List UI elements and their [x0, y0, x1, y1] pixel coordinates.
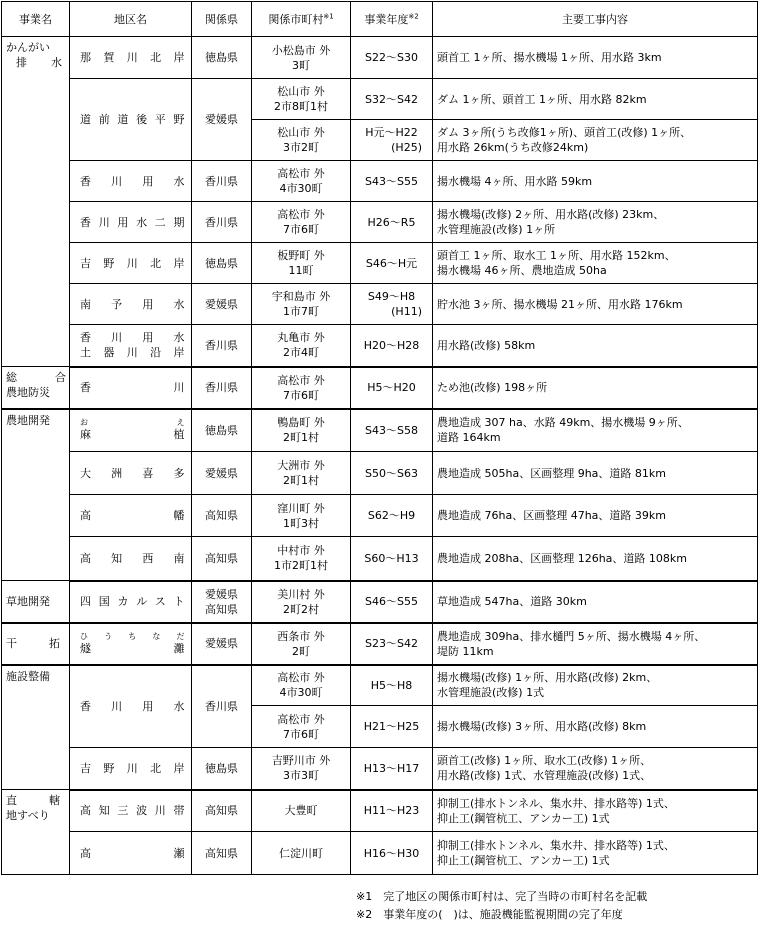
- area-name: [70, 495, 192, 537]
- area-name: [70, 325, 192, 367]
- municipality-line1: 窪川町 外: [277, 501, 325, 515]
- work-content: 草地造成 547ha、道路 30km: [433, 581, 758, 623]
- area-name: [70, 79, 192, 161]
- category-reclamation: [2, 623, 70, 665]
- municipality: 大豊町: [252, 790, 351, 832]
- work-content: 用水路(改修) 58km: [433, 325, 758, 367]
- area-text: 香川: [80, 381, 185, 394]
- area-text: 高知西南: [80, 551, 185, 565]
- area-text-line1: 香川用水: [80, 331, 185, 345]
- area-text: 吉野川北岸: [80, 256, 185, 270]
- area-name: [70, 243, 192, 284]
- footnote-1: ※1 完了地区の関係市町村は、完了当時の市町村名を記載: [356, 890, 648, 903]
- table-row: [2, 367, 758, 409]
- area-text: 香川用水二期: [80, 215, 185, 229]
- area-ruby: ひうちなだ: [80, 631, 185, 641]
- area-name: [70, 409, 192, 452]
- municipality-line1: 高松市 外: [277, 671, 325, 685]
- table-row: [2, 832, 758, 875]
- category-comprehensive-line1b: 合: [55, 371, 66, 384]
- work-content: ため池(改修) 198ヶ所: [433, 367, 758, 409]
- category-comprehensive-line2: 農地防災: [6, 386, 50, 399]
- category-comprehensive: [2, 367, 70, 409]
- work-content: [433, 202, 758, 243]
- work-content: [433, 120, 758, 161]
- municipality: [252, 623, 351, 665]
- header-municipality-note: ※1: [323, 11, 334, 20]
- project-year: [351, 284, 433, 325]
- project-year: H5～H8: [351, 665, 433, 706]
- area-name: [70, 790, 192, 832]
- prefecture: 香川県: [192, 665, 252, 748]
- monitoring-year: (H11): [391, 305, 422, 318]
- area-name: [70, 748, 192, 790]
- prefecture: 徳島県: [192, 243, 252, 284]
- municipality-line1: 高松市 外: [277, 167, 325, 180]
- prefecture: [192, 581, 252, 623]
- table-row: [2, 37, 758, 79]
- municipality-line1: 小松島市 外: [271, 43, 331, 57]
- category-facility: 施設整備: [2, 665, 70, 790]
- municipality-line2: 1町3村: [283, 516, 319, 530]
- municipality-line2: 7市6町: [283, 727, 319, 741]
- work-content: [433, 790, 758, 832]
- work-line2: 用水路(改修) 1式、水管理施設(改修) 1式、: [437, 769, 652, 783]
- work-line1: 抑制工(排水トンネル、集水井、排水路等) 1式、: [437, 839, 675, 852]
- project-year: H13～H17: [351, 748, 433, 790]
- municipality-line2: 3市3町: [283, 769, 319, 783]
- work-line2: 抑止工(鋼管杭工、アンカー工) 1式: [437, 854, 610, 867]
- table-row: [2, 623, 758, 665]
- municipality-line2: 11町: [288, 264, 314, 277]
- work-content: 揚水機場(改修) 3ヶ所、用水路(改修) 8km: [433, 706, 758, 748]
- municipality-line2: 3町: [292, 58, 310, 72]
- municipality: [252, 537, 351, 581]
- work-line1: 揚水機場(改修) 1ヶ所、用水路(改修) 2km、: [437, 671, 658, 685]
- project-year: S43～S58: [351, 409, 433, 452]
- work-content: [433, 832, 758, 875]
- municipality-line2: 2市4町: [283, 346, 319, 360]
- municipality-line2: 2町1村: [283, 431, 319, 445]
- area-text: 香川用水: [80, 699, 185, 713]
- municipality-line1: 丸亀市 外: [277, 331, 325, 345]
- area-text: 高幡: [80, 509, 185, 522]
- work-content: ダム 1ヶ所、頭首工 1ヶ所、用水路 82km: [433, 79, 758, 120]
- project-year: H21～H25: [351, 706, 433, 748]
- municipality-line2: 1市2町1村: [274, 559, 328, 573]
- project-year: S60～H13: [351, 537, 433, 581]
- work-line2: 揚水機場 46ヶ所、農地造成 50ha: [437, 264, 607, 277]
- header-prefecture: 関係県: [192, 2, 252, 37]
- work-content: [433, 409, 758, 452]
- work-content: [433, 243, 758, 284]
- table-row: [2, 409, 758, 452]
- municipality: [252, 37, 351, 79]
- table-row: [2, 537, 758, 581]
- prefecture-line1: 愛媛県: [205, 587, 238, 601]
- municipality-line2: 2町1村: [283, 474, 319, 487]
- area-name: [70, 284, 192, 325]
- prefecture: 香川県: [192, 325, 252, 367]
- work-line2: 水管理施設(改修) 1式: [437, 686, 545, 700]
- prefecture: 愛媛県: [192, 284, 252, 325]
- municipality: [252, 325, 351, 367]
- area-name: [70, 37, 192, 79]
- category-landslide-b: 轄: [49, 794, 60, 807]
- footnote-2: ※2 事業年度の( )は、施設機能監視期間の完了年度: [356, 908, 623, 921]
- municipality-line2: 2市8町1村: [274, 100, 328, 113]
- municipality-line1: 大洲市 外: [277, 459, 325, 472]
- work-content: [433, 623, 758, 665]
- municipality-line1: 吉野川市 外: [271, 754, 331, 768]
- table-row: [2, 790, 758, 832]
- municipality-line1: 板野町 外: [277, 249, 325, 262]
- category-landslide-a: 直: [6, 794, 32, 807]
- header-municipality: [252, 2, 351, 37]
- area-text: 那賀川北岸: [80, 51, 185, 64]
- work-line2: 道路 164km: [437, 431, 501, 445]
- table-row: [2, 581, 758, 623]
- area-text: 麻植: [80, 428, 185, 442]
- table-row: [2, 243, 758, 284]
- header-area: 地区名: [70, 2, 192, 37]
- municipality-line1: 中村市 外: [277, 544, 325, 558]
- municipality-line2: 2町: [292, 644, 310, 658]
- area-name: [70, 581, 192, 623]
- municipality: [252, 120, 351, 161]
- area-name: [70, 665, 192, 748]
- municipality: [252, 409, 351, 452]
- project-year: S50～S63: [351, 452, 433, 495]
- work-line1: 揚水機場(改修) 2ヶ所、用水路(改修) 23km、: [437, 208, 665, 221]
- work-line2: 用水路 26km(うち改修24km): [437, 141, 589, 154]
- category-irrigation-line1: かんがい: [6, 41, 50, 54]
- prefecture: 高知県: [192, 537, 252, 581]
- header-category: 事業名: [2, 2, 70, 37]
- monitoring-year: (H25): [391, 141, 422, 154]
- area-text: 南予用水: [80, 297, 185, 311]
- area-text: 燧灘: [80, 641, 185, 655]
- header-municipality-text: 関係市町村: [268, 12, 324, 26]
- municipality: [252, 495, 351, 537]
- municipality-line2: 2町2村: [283, 602, 319, 616]
- area-text-line2: 土器川沿岸: [80, 346, 185, 360]
- project-year: [351, 120, 433, 161]
- work-content: [433, 748, 758, 790]
- municipality-line2: 4市30町: [279, 182, 323, 195]
- project-year-text: H元～H22: [365, 126, 418, 139]
- municipality: [252, 202, 351, 243]
- work-line1: 農地造成 309ha、排水樋門 5ヶ所、揚水機場 4ヶ所、: [437, 629, 706, 643]
- area-name: [70, 161, 192, 202]
- area-name: [70, 452, 192, 495]
- project-year: S62～H9: [351, 495, 433, 537]
- project-year: S22～S30: [351, 37, 433, 79]
- prefecture: 徳島県: [192, 748, 252, 790]
- category-reclamation-b: 拓: [49, 637, 60, 650]
- municipality: [252, 706, 351, 748]
- project-year: H20～H28: [351, 325, 433, 367]
- area-text: 大洲喜多: [80, 466, 185, 480]
- prefecture: 香川県: [192, 202, 252, 243]
- area-text: 四国カルスト: [80, 595, 185, 608]
- header-year-note: ※2: [408, 11, 419, 20]
- work-line1: 頭首工 1ヶ所、取水工 1ヶ所、用水路 152km、: [437, 249, 676, 262]
- municipality: 仁淀川町: [252, 832, 351, 875]
- category-grassland: 草地開発: [2, 581, 70, 623]
- municipality-line1: 宇和島市 外: [271, 290, 331, 303]
- table-row: [2, 748, 758, 790]
- header-work: 主要工事内容: [433, 2, 758, 37]
- header-year: [351, 2, 433, 37]
- project-table: [1, 1, 758, 875]
- work-content: 頭首工 1ヶ所、揚水機場 1ヶ所、用水路 3km: [433, 37, 758, 79]
- municipality-line1: 松山市 外: [277, 126, 325, 139]
- area-text: 高知三波川帯: [80, 804, 185, 818]
- municipality: [252, 284, 351, 325]
- table-row: [2, 452, 758, 495]
- area-ruby: お え: [80, 418, 185, 428]
- municipality: [252, 243, 351, 284]
- municipality-line1: 西条市 外: [277, 629, 325, 643]
- table-row: [2, 79, 758, 120]
- municipality-line1: 松山市 外: [277, 85, 325, 98]
- area-name: [70, 832, 192, 875]
- table-row: [2, 161, 758, 202]
- municipality-line1: 鴨島町 外: [277, 416, 325, 430]
- municipality-line1: 美川村 外: [277, 587, 325, 601]
- category-landslide-line2: 地すべり: [6, 809, 50, 822]
- area-name: [70, 623, 192, 665]
- prefecture: 徳島県: [192, 409, 252, 452]
- project-year: H26～R5: [351, 202, 433, 243]
- project-year: S23～S42: [351, 623, 433, 665]
- category-comprehensive-line1a: 総: [6, 371, 35, 384]
- municipality-line2: 3市2町: [283, 141, 319, 154]
- work-content: 農地造成 208ha、区画整理 126ha、道路 108km: [433, 537, 758, 581]
- area-name: [70, 537, 192, 581]
- area-text: 香川用水: [80, 174, 185, 188]
- footnotes: [356, 888, 647, 924]
- prefecture: 愛媛県: [192, 623, 252, 665]
- project-year: S32～S42: [351, 79, 433, 120]
- project-year-text: S49～H8: [367, 290, 416, 303]
- work-content: [433, 665, 758, 706]
- prefecture: 香川県: [192, 161, 252, 202]
- prefecture: 愛媛県: [192, 452, 252, 495]
- work-line1: ダム 3ヶ所(うち改修1ヶ所)、頭首工(改修) 1ヶ所、: [437, 126, 692, 139]
- work-content: 揚水機場 4ヶ所、用水路 59km: [433, 161, 758, 202]
- municipality: [252, 161, 351, 202]
- prefecture: 香川県: [192, 367, 252, 409]
- municipality: [252, 665, 351, 706]
- prefecture: 愛媛県: [192, 79, 252, 161]
- table-row: [2, 284, 758, 325]
- work-content: 農地造成 505ha、区画整理 9ha、道路 81km: [433, 452, 758, 495]
- project-year: S46～S55: [351, 581, 433, 623]
- header-row: [2, 2, 758, 37]
- project-year: H5～H20: [351, 367, 433, 409]
- project-year: S43～S55: [351, 161, 433, 202]
- municipality-line1: 高松市 外: [277, 712, 325, 726]
- area-text: 高瀬: [80, 846, 185, 860]
- prefecture: 高知県: [192, 832, 252, 875]
- table-row: [2, 202, 758, 243]
- prefecture: 高知県: [192, 495, 252, 537]
- area-text: 道前道後平野: [80, 113, 185, 126]
- municipality-line2: 7市6町: [283, 223, 319, 236]
- project-year: H16～H30: [351, 832, 433, 875]
- project-year: H11～H23: [351, 790, 433, 832]
- category-farmland: 農地開発: [2, 409, 70, 581]
- project-year: S46～H元: [351, 243, 433, 284]
- work-line1: 頭首工(改修) 1ヶ所、取水工(改修) 1ヶ所、: [437, 754, 652, 768]
- municipality-line1: 高松市 外: [277, 373, 325, 387]
- municipality: [252, 452, 351, 495]
- municipality-line2: 4市30町: [279, 686, 323, 700]
- table-row: [2, 495, 758, 537]
- header-year-text: 事業年度: [364, 12, 409, 26]
- work-line1: 農地造成 307 ha、水路 49km、揚水機場 9ヶ所、: [437, 416, 689, 430]
- area-name: [70, 367, 192, 409]
- prefecture: 徳島県: [192, 37, 252, 79]
- category-irrigation-line2a: 排: [16, 56, 27, 69]
- category-irrigation-line2b: 水: [51, 56, 62, 69]
- work-line2: 抑止工(鋼管杭工、アンカー工) 1式: [437, 811, 610, 825]
- category-reclamation-a: 干: [6, 637, 32, 650]
- area-text: 吉野川北岸: [80, 761, 185, 775]
- municipality: [252, 367, 351, 409]
- work-content: 貯水池 3ヶ所、揚水機場 21ヶ所、用水路 176km: [433, 284, 758, 325]
- prefecture-line2: 高知県: [205, 602, 238, 616]
- table-row: [2, 665, 758, 706]
- work-line1: 抑制工(排水トンネル、集水井、排水路等) 1式、: [437, 796, 675, 810]
- municipality-line1: 高松市 外: [277, 208, 325, 221]
- category-irrigation: [2, 37, 70, 367]
- prefecture: 高知県: [192, 790, 252, 832]
- municipality: [252, 79, 351, 120]
- municipality: [252, 748, 351, 790]
- work-line2: 水管理施設(改修) 1ヶ所: [437, 223, 556, 236]
- category-landslide: [2, 790, 70, 875]
- area-name: [70, 202, 192, 243]
- municipality-line2: 7市6町: [283, 388, 319, 402]
- municipality-line2: 1市7町: [283, 305, 319, 318]
- table-row: [2, 325, 758, 367]
- work-line2: 堤防 11km: [437, 644, 494, 658]
- work-content: 農地造成 76ha、区画整理 47ha、道路 39km: [433, 495, 758, 537]
- municipality: [252, 581, 351, 623]
